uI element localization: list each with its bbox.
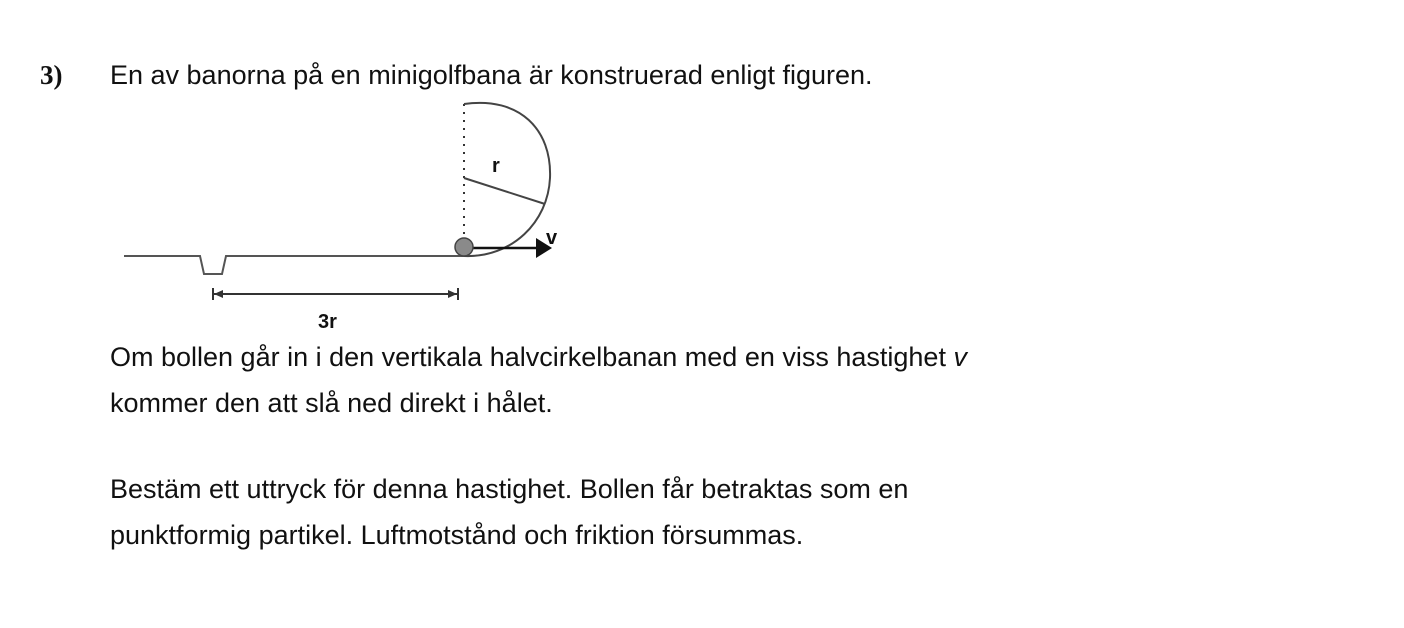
problem-number: 3) [40, 60, 63, 90]
paragraph1-line1-text: Om bollen går in i den vertikala halvcirkelbanan med en viss hastighet [110, 342, 954, 372]
distance-arrow-right [448, 290, 457, 298]
paragraph1-line2: kommer den att slå ned direkt i hålet. [110, 388, 553, 418]
ground-with-hole [124, 256, 464, 274]
semicircle-track [464, 103, 550, 256]
distance-arrow-left [214, 290, 223, 298]
ball [455, 238, 473, 256]
radius-label: r [492, 155, 500, 177]
paragraph2-line2: punktformig partikel. Luftmotstånd och friktion försummas. [110, 520, 804, 550]
distance-label: 3r [318, 311, 337, 333]
velocity-symbol: v [953, 342, 967, 372]
velocity-label: v [546, 227, 558, 249]
problem-intro: En av banorna på en minigolfbana är konstruerad enligt figuren. [110, 60, 873, 90]
radius-line [464, 178, 545, 204]
paragraph1-line1 [110, 340, 967, 374]
paragraph2-line1: Bestäm ett uttryck för denna hastighet. Bollen får betraktas som en [110, 474, 909, 504]
